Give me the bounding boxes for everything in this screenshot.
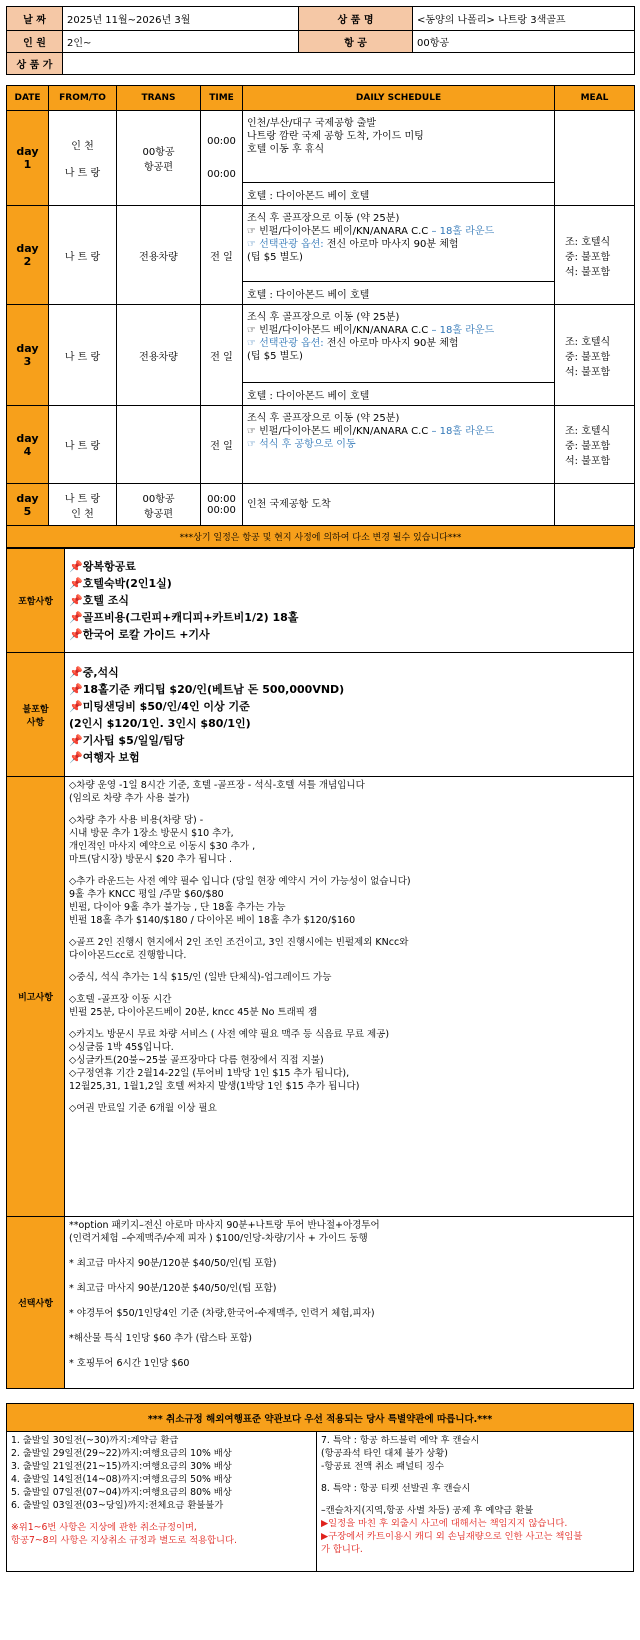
schedule-highlight: – 18홀 라운드 <box>428 325 495 336</box>
spacer <box>321 1495 629 1504</box>
schedule-highlight: 전신 아로마 마사지 90분 체험 <box>323 338 459 349</box>
schedule-cell <box>243 406 555 484</box>
schedule-text: 조식 후 골프장으로 이동 (약 25분) <box>247 312 400 323</box>
included-item-text: 왕복항공료 <box>82 560 136 573</box>
col-trans: TRANS <box>117 86 201 111</box>
time-text: 00:00 <box>207 169 236 180</box>
conditions-table <box>6 548 634 1389</box>
included-item <box>69 609 629 626</box>
from-to-cell <box>49 206 117 305</box>
option-line: (인력거체험 –수제맥주/수제 피자 ) $100/인당-차량/기사 + 가이드 동행 <box>69 1233 368 1244</box>
options-list <box>65 1217 634 1389</box>
schedule-line <box>247 498 550 511</box>
remark-line: ◇싱글카트(20불~25불 골프장마다 다름 현장에서 직접 지불) <box>69 1055 324 1066</box>
from-to-cell <box>49 484 117 526</box>
time-text: 00:00 <box>207 493 236 505</box>
day-label: day 2 <box>7 206 49 305</box>
remark-line: ◇카지노 방문시 무료 차량 서비스 ( 사전 예약 필요 맥주 등 식음료 무료 제공) <box>69 1029 390 1040</box>
from-to-text: 나 트 랑 <box>64 168 101 179</box>
pin-icon: 📌 <box>69 594 83 607</box>
trans-text: 전용차량 <box>139 351 178 363</box>
date-label: 날 짜 <box>7 7 63 31</box>
schedule-line <box>247 412 550 425</box>
schedule-text: 나트랑 깜란 국제 공항 도착, 가이드 미팅 <box>247 131 424 142</box>
option-line: **option 패키지–전신 아로마 마사지 90분+나트랑 투어 반나절+아경투어 <box>69 1220 380 1231</box>
hotel-text: 호텔 : 다이아몬드 베이 호텔 <box>243 282 555 305</box>
cancel-rule-line: ※위1~6번 사항은 지상에 관한 취소규정이며, <box>11 1522 197 1533</box>
trans-text: 전용차량 <box>139 251 178 263</box>
excluded-item <box>69 749 629 766</box>
time-cell <box>201 111 243 206</box>
excluded-item-text: 18홀기준 캐디팁 $20/인(베트남 돈 500,000VND) <box>82 682 345 696</box>
meal-text: 조: 호텔식 <box>565 426 611 437</box>
schedule-line <box>247 311 550 324</box>
schedule-text: 조식 후 골프장으로 이동 (약 25분) <box>247 413 400 424</box>
spacer <box>69 805 629 814</box>
schedule-line <box>247 324 550 337</box>
included-item <box>69 575 629 592</box>
schedule-text: ☞ 빈펄/다이아몬드 베이/KN/ANARA C.C <box>247 226 429 237</box>
cancel-rule-line: 7. 특약 : 항공 하드블럭 예약 후 캔슬시 <box>321 1435 480 1446</box>
trans-text: 00항공 <box>142 147 175 158</box>
trans-cell <box>117 406 201 484</box>
col-time: TIME <box>201 86 243 111</box>
from-to-cell <box>49 111 117 206</box>
time-cell <box>201 484 243 526</box>
schedule-highlight: 전신 아로마 마사지 90분 체험 <box>323 239 459 250</box>
cancel-rule-line: 가 합니다. <box>321 1544 363 1555</box>
meal-cell <box>555 406 635 484</box>
remark-line: ◇여권 만료일 기준 6개월 이상 필요 <box>69 1103 217 1114</box>
airline-label: 항 공 <box>299 31 413 53</box>
spacer <box>11 1512 312 1521</box>
remark-line: 다이아몬드cc로 진행합니다. <box>69 950 187 961</box>
product-name-label: 상 품 명 <box>299 7 413 31</box>
options-label: 선택사항 <box>7 1217 65 1389</box>
from-to-text: 나 트 랑 <box>64 351 101 363</box>
from-to-text: 나 트 랑 <box>64 251 101 263</box>
from-to-cell <box>49 406 117 484</box>
schedule-line <box>247 238 550 251</box>
remark-line: 빈펄 18홀 추가 $140/$180 / 다이아몬 베이 18홀 추가 $120/$160 <box>69 915 356 926</box>
schedule-text: 호텔 이동 후 휴식 <box>247 144 325 155</box>
trans-cell <box>117 206 201 305</box>
pin-icon: 📌 <box>69 682 83 696</box>
cancel-rule-line: 2. 출발일 29일전(29~22)까지:여행요금의 10% 배상 <box>11 1448 232 1459</box>
meal-text: 중: 불포함 <box>565 351 611 363</box>
included-item-text: 호텔숙박(2인1실) <box>82 577 172 590</box>
remark-line: ◇골프 2인 진행시 현지에서 2인 조인 조건이고, 3인 진행시에는 빈펄제외 KNcc와 <box>69 937 409 948</box>
spacer <box>69 1345 629 1357</box>
included-item <box>69 558 629 575</box>
schedule-line <box>247 143 550 156</box>
remark-line: 빈펄, 다이아 9홀 추가 불가능 , 단 18홀 추가는 가능 <box>69 902 286 913</box>
included-list <box>65 549 634 653</box>
col-daily-schedule: DAILY SCHEDULE <box>243 86 555 111</box>
cancel-rules-right <box>317 1432 634 1572</box>
meal-cell <box>555 111 635 206</box>
pin-icon: 📌 <box>69 699 83 713</box>
excluded-item-text: 여행자 보험 <box>82 750 140 764</box>
pin-icon: 📌 <box>69 560 83 573</box>
pin-icon: 📌 <box>69 750 83 764</box>
trans-cell <box>117 305 201 406</box>
spacer <box>69 1019 629 1028</box>
from-to-text: 나 트 랑 <box>64 493 101 505</box>
day-label: day 3 <box>7 305 49 406</box>
excluded-item <box>69 698 629 715</box>
included-item <box>69 592 629 609</box>
schedule-text: ☞ 선택관광 옵션: <box>247 239 324 250</box>
remark-line: 빈펄 25분, 다이아몬드베이 20분, kncc 45분 No 트래픽 잼 <box>69 1007 318 1018</box>
day-row <box>7 406 635 484</box>
day-label: day 4 <box>7 406 49 484</box>
cancel-rules-left <box>7 1432 317 1572</box>
schedule-text: ☞ 빈펄/다이아몬드 베이/KN/ANARA C.C <box>247 426 429 437</box>
cancel-rule-line: 6. 출발일 03일전(03~당일)까지:전체요금 환불불가 <box>11 1500 224 1511</box>
excluded-item <box>69 681 629 698</box>
from-to-text: 나 트 랑 <box>64 441 101 452</box>
included-item-text: 골프비용(그린피+캐디피+카트비1/2) 18홀 <box>82 611 299 624</box>
excluded-item <box>69 732 629 749</box>
remark-line: 개인적인 마사지 예약으로 이동시 $30 추가 , <box>69 841 256 852</box>
time-cell <box>201 406 243 484</box>
trans-text: 항공편 <box>144 162 173 173</box>
schedule-line <box>247 350 550 363</box>
remark-line: ◇추가 라운드는 사전 예약 필수 입니다 (당일 현장 예약시 거이 가능성이 없습니다) <box>69 876 411 887</box>
cancel-table <box>6 1403 634 1572</box>
schedule-text: ☞ 석식 후 공항으로 이동 <box>247 439 356 450</box>
excluded-label: 불포함 사항 <box>7 653 65 777</box>
spacer <box>69 1093 629 1102</box>
included-item-text: 호텔 조식 <box>82 594 130 607</box>
meal-cell <box>555 484 635 526</box>
included-item-text: 한국어 로칼 가이드 +기사 <box>82 628 210 641</box>
col-fromto: FROM/TO <box>49 86 117 111</box>
itinerary-document <box>6 0 634 1572</box>
schedule-text: 조식 후 골프장으로 이동 (약 25분) <box>247 213 400 224</box>
schedule-text: ☞ 선택관광 옵션: <box>247 338 324 349</box>
remark-line: ◇호텔 -골프장 이동 시간 <box>69 994 172 1005</box>
schedule-cell <box>243 305 555 383</box>
schedule-line <box>247 337 550 350</box>
cancel-rule-line: 8. 특약 : 항공 티켓 선발권 후 캔슬시 <box>321 1483 471 1494</box>
schedule-cell <box>243 484 555 526</box>
schedule-text: (팁 $5 별도) <box>247 351 303 362</box>
remarks-list <box>65 777 634 1217</box>
day-row <box>7 206 635 282</box>
meal-text: 조: 호텔식 <box>565 236 611 248</box>
remark-line: (임의로 차량 추가 사용 불가) <box>69 793 190 804</box>
date-value: 2025년 11월~2026년 3월 <box>63 7 299 31</box>
meal-text: 석: 불포함 <box>565 456 611 467</box>
hotel-text: 호텔 : 다이아몬드 베이 호텔 <box>243 183 555 206</box>
schedule-text: 인천/부산/대구 국제공항 출발 <box>247 118 377 129</box>
schedule-line <box>247 251 550 264</box>
time-text: 전 일 <box>210 441 233 452</box>
spacer <box>69 1320 629 1332</box>
airline-value: 00항공 <box>413 31 635 53</box>
schedule-header-row <box>7 86 635 111</box>
schedule-highlight: – 18홀 라운드 <box>428 226 495 237</box>
col-meal: MEAL <box>555 86 635 111</box>
remark-line: ◇구정연휴 기간 2월14-22일 (투어비 1박당 1인 $15 추가 됩니다), <box>69 1068 350 1079</box>
excluded-item-text: (2인시 $120/1인. 3인시 $80/1인) <box>69 716 251 730</box>
trans-cell <box>117 111 201 206</box>
meal-cell <box>555 206 635 305</box>
remark-line: ◇차량 추가 사용 비용(차량 당) - <box>69 815 204 826</box>
cancel-rule-line: 항공7~8의 사항은 지상취소 규정과 별도로 적용합니다. <box>11 1535 237 1546</box>
meal-text: 석: 불포함 <box>565 366 611 378</box>
schedule-text: ☞ 빈펄/다이아몬드 베이/KN/ANARA C.C <box>247 325 429 336</box>
time-text: 00:00 <box>207 136 236 147</box>
remarks-label: 비고사항 <box>7 777 65 1217</box>
schedule-cell <box>243 111 555 183</box>
time-text: 00:00 <box>207 504 236 516</box>
cancel-rule-line: 5. 출발일 07일전(07~04)까지:여행요금의 80% 배상 <box>11 1487 232 1498</box>
meal-text: 중: 불포함 <box>565 441 611 452</box>
pin-icon: 📌 <box>69 665 83 679</box>
people-value: 2인~ <box>63 31 299 53</box>
excluded-item <box>69 664 629 681</box>
spacer <box>321 1473 629 1482</box>
col-date: DATE <box>7 86 49 111</box>
change-notice: ***상기 일정은 항공 및 현지 사정에 의하여 다소 변경 될수 있습니다*** <box>7 526 635 548</box>
price-label: 상 품 가 <box>7 53 63 75</box>
schedule-line <box>247 438 550 451</box>
day-label: day 1 <box>7 111 49 206</box>
cancel-rule-line: 1. 출발일 30일전(~30)까지:계약금 환급 <box>11 1435 179 1446</box>
pin-icon: 📌 <box>69 611 83 624</box>
from-to-text: 인 천 <box>71 508 94 520</box>
included-label: 포함사항 <box>7 549 65 653</box>
time-cell <box>201 206 243 305</box>
schedule-line <box>247 425 550 438</box>
cancel-rule-line: ▶일정을 마친 후 외출시 사고에 대해서는 책임지지 않습니다. <box>321 1518 568 1529</box>
spacer <box>69 1270 629 1282</box>
schedule-text: 인천 국제공항 도착 <box>247 499 331 510</box>
spacer <box>69 866 629 875</box>
schedule-table <box>6 85 635 548</box>
from-to-cell <box>49 305 117 406</box>
remark-line: 12월25,31, 1월1,2일 호텔 써차지 발생(1박당 1인 $15 추가 됩니다) <box>69 1081 360 1092</box>
people-label: 인 원 <box>7 31 63 53</box>
pin-icon: 📌 <box>69 628 83 641</box>
excluded-item-text: 기사팁 $5/일일/팀당 <box>82 733 185 747</box>
schedule-line <box>247 225 550 238</box>
excluded-item-text: 중,석식 <box>82 665 119 679</box>
remark-line: 시내 방문 추가 1장소 방문시 $10 추가, <box>69 828 234 839</box>
included-item <box>69 626 629 643</box>
remark-line: 마트(담시장) 방문시 $20 추가 됩니다 . <box>69 854 232 865</box>
day-row <box>7 484 635 526</box>
time-cell <box>201 305 243 406</box>
meal-text: 석: 불포함 <box>565 266 611 278</box>
cancel-rule-line: -항공료 전액 취소 패널티 징수 <box>321 1461 444 1472</box>
remark-line: ◇싱글룸 1박 45$입니다. <box>69 1042 174 1053</box>
schedule-line <box>247 130 550 143</box>
option-line: *해산물 특식 1인당 $60 추가 (랍스타 포함) <box>69 1333 252 1344</box>
remark-line: ◇중식, 석식 추가는 1식 $15/인 (일반 단체식)-업그레이드 가능 <box>69 972 332 983</box>
trans-text: 00항공 <box>142 493 175 505</box>
meal-text: 조: 호텔식 <box>565 336 611 348</box>
day-label: day 5 <box>7 484 49 526</box>
spacer <box>69 927 629 936</box>
schedule-text: (팁 $5 별도) <box>247 252 303 263</box>
cancel-rule-line: (항공좌석 타인 대체 불가 상황) <box>321 1448 448 1459</box>
schedule-line <box>247 117 550 130</box>
cancel-rule-line: –캔슬차지(지역,항공 사별 차등) 공제 후 예약금 환불 <box>321 1505 534 1516</box>
hotel-text: 호텔 : 다이아몬드 베이 호텔 <box>243 383 555 406</box>
option-line: * 최고급 마사지 90분/120분 $40/50/인(팁 포함) <box>69 1283 277 1294</box>
schedule-cell <box>243 206 555 282</box>
excluded-item-text: 미팅샌딩비 $50/인/4인 이상 기준 <box>82 699 250 713</box>
product-name-value: <동양의 나폴리> 나트랑 3색골프 <box>413 7 635 31</box>
option-line: * 최고급 마사지 90분/120분 $40/50/인(팁 포함) <box>69 1258 277 1269</box>
trans-cell <box>117 484 201 526</box>
schedule-highlight: – 18홀 라운드 <box>428 426 495 437</box>
excluded-item <box>69 715 629 732</box>
info-table <box>6 6 635 75</box>
days-body <box>7 111 635 526</box>
option-line: * 야경투어 $50/1인당4인 기준 (차량,한국어-수제맥주, 인력거 체험,피자) <box>69 1308 375 1319</box>
spacer <box>69 962 629 971</box>
meal-text: 중: 불포함 <box>565 251 611 263</box>
spacer <box>69 1245 629 1257</box>
cancel-rule-line: ▶구장에서 카트이용시 캐디 외 손님재량으로 인한 사고는 책임불 <box>321 1531 583 1542</box>
remark-line: 9홀 추가 KNCC 평일 /주말 $60/$80 <box>69 889 224 900</box>
cancel-rule-line: 4. 출발일 14일전(14~08)까지:여행요금의 50% 배상 <box>11 1474 232 1485</box>
time-text: 전 일 <box>210 251 233 263</box>
schedule-line <box>247 212 550 225</box>
cancel-rule-line: 3. 출발일 21일전(21~15)까지:여행요금의 30% 배상 <box>11 1461 232 1472</box>
trans-text: 항공편 <box>144 508 173 520</box>
day-row <box>7 111 635 183</box>
spacer <box>69 984 629 993</box>
time-text: 전 일 <box>210 351 233 363</box>
cancel-title: *** 취소규정 해외여행표준 약관보다 우선 적용되는 당사 특별약관에 따릅니다.*** <box>7 1404 634 1432</box>
meal-cell <box>555 305 635 406</box>
spacer <box>69 1295 629 1307</box>
price-value <box>63 53 635 75</box>
pin-icon: 📌 <box>69 733 83 747</box>
remark-line: ◇차량 운영 -1일 8시간 기준, 호텔 -골프장 - 석식-호텔 셔틀 개념입니다 <box>69 780 365 791</box>
pin-icon: 📌 <box>69 577 83 590</box>
from-to-text: 인 천 <box>71 141 94 152</box>
excluded-list <box>65 653 634 777</box>
day-row <box>7 305 635 383</box>
option-line: * 호핑투어 6시간 1인당 $60 <box>69 1358 190 1369</box>
